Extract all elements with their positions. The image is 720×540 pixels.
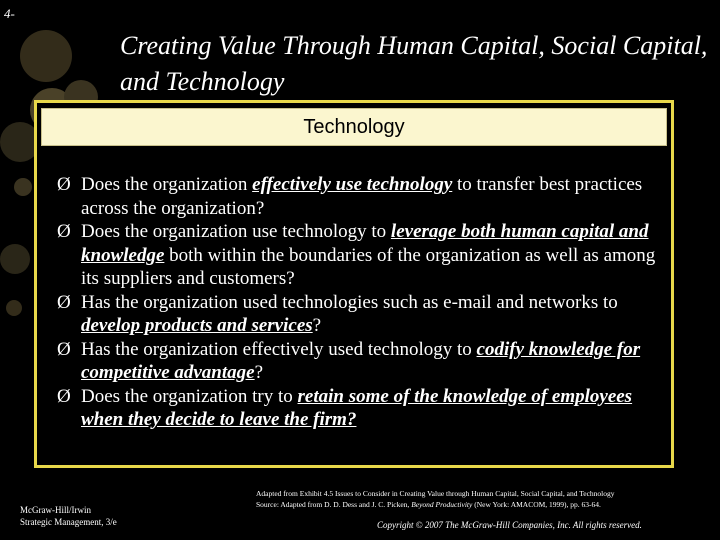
bullet-arrow-icon: Ø xyxy=(57,291,71,313)
book-edition-line: Strategic Management, 3/e xyxy=(20,517,117,527)
bullet-item xyxy=(47,385,667,432)
bullet-arrow-icon: Ø xyxy=(57,174,71,195)
emphasized-phrase: retain some of the knowledge of employees when they decide to leave the firm? xyxy=(81,385,633,430)
citation-suffix: (New York: AMACOM, 1999), pp. 63-64. xyxy=(472,500,601,509)
bullet-text: both within the boundaries of the organization as well as among its suppliers and customers? xyxy=(81,244,656,289)
emphasized-phrase: codify knowledge for competitive advantage xyxy=(81,338,641,383)
source-line: Adapted from Exhibit 4.5 Issues to Consider in Creating Value through Human Capital, Social Capital, and Technology xyxy=(256,489,615,498)
bullet-item xyxy=(47,173,667,220)
bullet-text: Does the organization use technology to xyxy=(81,221,391,242)
bullet-list xyxy=(47,173,667,432)
citation-line xyxy=(256,499,696,510)
decor-circle xyxy=(6,300,22,316)
slide-number: 4- xyxy=(4,6,15,21)
bullet-item xyxy=(47,338,667,385)
publisher-line: McGraw-Hill/Irwin xyxy=(20,505,91,515)
emphasized-phrase: develop products and services xyxy=(81,315,313,336)
decor-circle xyxy=(20,30,72,82)
section-header: Technology xyxy=(41,108,667,146)
source-note xyxy=(256,488,696,510)
bullet-item xyxy=(47,291,667,338)
content-box xyxy=(34,100,674,468)
bullet-text: to transfer best practices across the organization? xyxy=(81,174,643,219)
decor-circle xyxy=(0,244,30,274)
decor-circle xyxy=(14,178,32,196)
bullet-text: Does the organization xyxy=(81,174,253,195)
bullet-arrow-icon: Ø xyxy=(57,385,71,407)
emphasized-phrase: leverage both human capital and knowledge xyxy=(81,221,649,266)
bullet-text: ? xyxy=(312,315,322,336)
bullet-text: ? xyxy=(254,362,264,383)
citation-book-title: Beyond Productivity xyxy=(411,500,473,509)
emphasized-phrase: effectively use technology xyxy=(252,174,453,195)
bullet-text: Has the organization used technologies such as e-mail and networks to xyxy=(81,291,618,313)
bullet-text: Has the organization effectively used technology to xyxy=(81,338,477,360)
citation-prefix: Source: Adapted from D. D. Dess and J. C. Picken, xyxy=(256,500,412,509)
slide-title: Creating Value Through Human Capital, Social Capital, and Technology xyxy=(120,31,708,96)
bullet-text: Does the organization try to xyxy=(81,385,298,407)
bullet-arrow-icon: Ø xyxy=(57,338,71,360)
bullet-item xyxy=(47,220,667,291)
copyright-notice: Copyright © 2007 The McGraw-Hill Companies, Inc. All rights reserved. xyxy=(377,520,642,530)
publisher-info xyxy=(20,504,117,528)
bullet-arrow-icon: Ø xyxy=(57,221,71,242)
